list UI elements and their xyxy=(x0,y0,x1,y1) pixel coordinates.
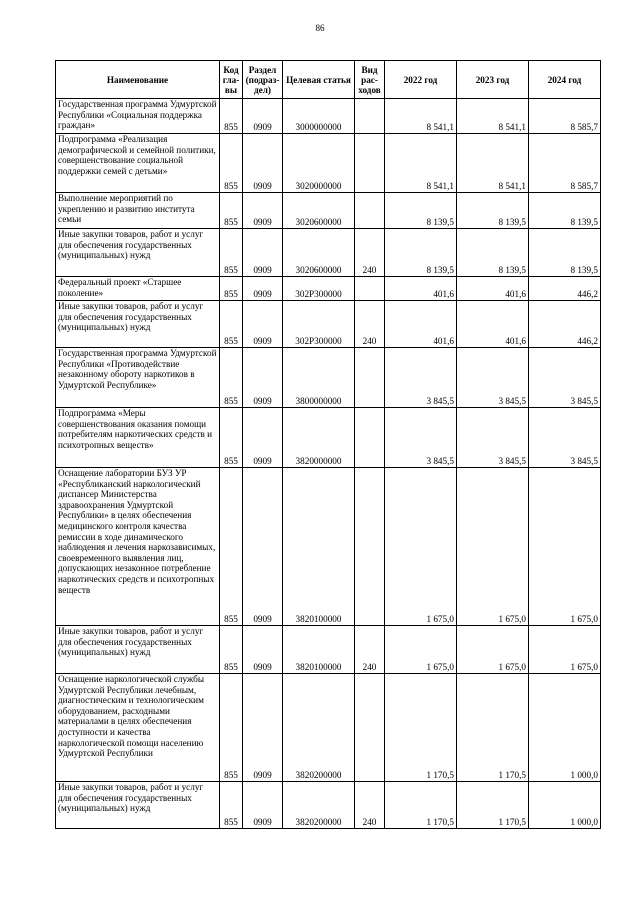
row-code: 855 xyxy=(220,134,243,193)
row-2024: 8 139,5 xyxy=(529,229,601,277)
row-target: 3820100000 xyxy=(283,626,355,674)
row-2024: 446,2 xyxy=(529,301,601,348)
row-2023: 1 675,0 xyxy=(457,468,529,626)
row-code: 855 xyxy=(220,468,243,626)
row-2023: 3 845,5 xyxy=(457,348,529,408)
row-name: Иные закупки товаров, работ и услуг для обеспечения государственных (муниципальных) нужд xyxy=(56,782,220,829)
row-2024: 3 845,5 xyxy=(529,408,601,468)
row-code: 855 xyxy=(220,348,243,408)
row-section: 0909 xyxy=(243,99,283,134)
row-section: 0909 xyxy=(243,348,283,408)
table-row xyxy=(56,134,601,193)
table-row xyxy=(56,782,601,829)
row-target: 3020600000 xyxy=(283,229,355,277)
row-target: 302P300000 xyxy=(283,277,355,301)
row-name: Оснащение лаборатории БУЗ УР «Республиканский наркологический диспансер Министерства здравоохранения Удмуртской Республики» в целях обеспечения медицинского контроля качества ремиссии в ходе динамического наблюдения и лечения наркозависимых, своевременного выявления лиц, допускающих незаконное потребление наркотических средств и психотропных веществ xyxy=(56,468,220,626)
row-expense xyxy=(355,468,385,626)
header-target: Целевая статья xyxy=(283,61,355,99)
row-code: 855 xyxy=(220,193,243,229)
row-section: 0909 xyxy=(243,134,283,193)
row-code: 855 xyxy=(220,674,243,782)
header-code: Код гла-вы xyxy=(220,61,243,99)
row-expense xyxy=(355,674,385,782)
table-row xyxy=(56,468,601,626)
header-2024: 2024 год xyxy=(529,61,601,99)
row-2024: 1 000,0 xyxy=(529,782,601,829)
row-2022: 8 541,1 xyxy=(385,134,457,193)
row-expense xyxy=(355,348,385,408)
row-name: Оснащение наркологической службы Удмуртской Республики лечебным, диагностическим и технологическим оборудованием, расходными материалами в целях обеспечения доступности и качества наркологической помощи населению Удмуртской Республики xyxy=(56,674,220,782)
row-2023: 1 170,5 xyxy=(457,674,529,782)
row-name: Иные закупки товаров, работ и услуг для обеспечения государственных (муниципальных) нужд xyxy=(56,301,220,348)
row-expense: 240 xyxy=(355,626,385,674)
row-expense xyxy=(355,134,385,193)
row-target: 3020600000 xyxy=(283,193,355,229)
row-target: 3820100000 xyxy=(283,468,355,626)
row-2022: 8 541,1 xyxy=(385,99,457,134)
row-2022: 401,6 xyxy=(385,277,457,301)
row-section: 0909 xyxy=(243,626,283,674)
row-expense: 240 xyxy=(355,782,385,829)
row-name: Иные закупки товаров, работ и услуг для обеспечения государственных (муниципальных) нужд xyxy=(56,229,220,277)
row-section: 0909 xyxy=(243,674,283,782)
row-name: Выполнение мероприятий по укреплению и развитию института семьи xyxy=(56,193,220,229)
header-row xyxy=(56,61,601,99)
table-row xyxy=(56,674,601,782)
row-name: Федеральный проект «Старшее поколение» xyxy=(56,277,220,301)
row-2022: 1 675,0 xyxy=(385,626,457,674)
row-expense xyxy=(355,193,385,229)
row-section: 0909 xyxy=(243,277,283,301)
row-section: 0909 xyxy=(243,229,283,277)
row-2022: 1 170,5 xyxy=(385,674,457,782)
row-target: 3820000000 xyxy=(283,408,355,468)
row-2023: 1 675,0 xyxy=(457,626,529,674)
row-2023: 401,6 xyxy=(457,301,529,348)
header-expense: Вид рас-ходов xyxy=(355,61,385,99)
row-2022: 401,6 xyxy=(385,301,457,348)
row-2022: 3 845,5 xyxy=(385,348,457,408)
row-2023: 1 170,5 xyxy=(457,782,529,829)
header-2022: 2022 год xyxy=(385,61,457,99)
row-name: Государственная программа Удмуртской Республики «Противодействие незаконному обороту наркотиков в Удмуртской Республике» xyxy=(56,348,220,408)
row-2022: 8 139,5 xyxy=(385,229,457,277)
row-2024: 8 585,7 xyxy=(529,99,601,134)
row-section: 0909 xyxy=(243,193,283,229)
row-2024: 8 585,7 xyxy=(529,134,601,193)
row-expense xyxy=(355,277,385,301)
row-2024: 1 000,0 xyxy=(529,674,601,782)
row-code: 855 xyxy=(220,782,243,829)
row-2024: 1 675,0 xyxy=(529,468,601,626)
row-2022: 1 170,5 xyxy=(385,782,457,829)
row-section: 0909 xyxy=(243,468,283,626)
row-target: 3820200000 xyxy=(283,674,355,782)
row-section: 0909 xyxy=(243,301,283,348)
row-2022: 3 845,5 xyxy=(385,408,457,468)
row-target: 302P300000 xyxy=(283,301,355,348)
row-section: 0909 xyxy=(243,782,283,829)
row-2023: 8 139,5 xyxy=(457,229,529,277)
row-2023: 8 541,1 xyxy=(457,99,529,134)
row-2023: 8 139,5 xyxy=(457,193,529,229)
row-2023: 3 845,5 xyxy=(457,408,529,468)
row-target: 3020000000 xyxy=(283,134,355,193)
row-name: Иные закупки товаров, работ и услуг для обеспечения государственных (муниципальных) нужд xyxy=(56,626,220,674)
header-2023: 2023 год xyxy=(457,61,529,99)
row-code: 855 xyxy=(220,277,243,301)
row-expense xyxy=(355,408,385,468)
row-target: 3800000000 xyxy=(283,348,355,408)
row-expense: 240 xyxy=(355,301,385,348)
row-expense: 240 xyxy=(355,229,385,277)
row-2024: 8 139,5 xyxy=(529,193,601,229)
row-expense xyxy=(355,99,385,134)
table-row xyxy=(56,193,601,229)
row-code: 855 xyxy=(220,408,243,468)
row-section: 0909 xyxy=(243,408,283,468)
row-target: 3000000000 xyxy=(283,99,355,134)
table-row xyxy=(56,99,601,134)
row-code: 855 xyxy=(220,301,243,348)
row-code: 855 xyxy=(220,99,243,134)
header-name: Наименование xyxy=(56,61,220,99)
row-name: Подпрограмма «Меры совершенствования оказания помощи потребителям наркотических средств и психотропных веществ» xyxy=(56,408,220,468)
table-row xyxy=(56,277,601,301)
row-target: 3820200000 xyxy=(283,782,355,829)
row-code: 855 xyxy=(220,626,243,674)
table-row xyxy=(56,626,601,674)
row-2024: 1 675,0 xyxy=(529,626,601,674)
table-row xyxy=(56,229,601,277)
row-2023: 8 541,1 xyxy=(457,134,529,193)
row-2022: 8 139,5 xyxy=(385,193,457,229)
row-code: 855 xyxy=(220,229,243,277)
row-2023: 401,6 xyxy=(457,277,529,301)
table-row xyxy=(56,301,601,348)
row-name: Государственная программа Удмуртской Республики «Социальная поддержка граждан» xyxy=(56,99,220,134)
row-2022: 1 675,0 xyxy=(385,468,457,626)
budget-table xyxy=(55,60,601,829)
row-2024: 446,2 xyxy=(529,277,601,301)
page-number: 86 xyxy=(315,23,325,33)
row-name: Подпрограмма «Реализация демографической и семейной политики, совершенствование социальной поддержки семей с детьми» xyxy=(56,134,220,193)
table-row xyxy=(56,408,601,468)
table-row xyxy=(56,348,601,408)
header-section: Раздел (подраз-дел) xyxy=(243,61,283,99)
row-2024: 3 845,5 xyxy=(529,348,601,408)
